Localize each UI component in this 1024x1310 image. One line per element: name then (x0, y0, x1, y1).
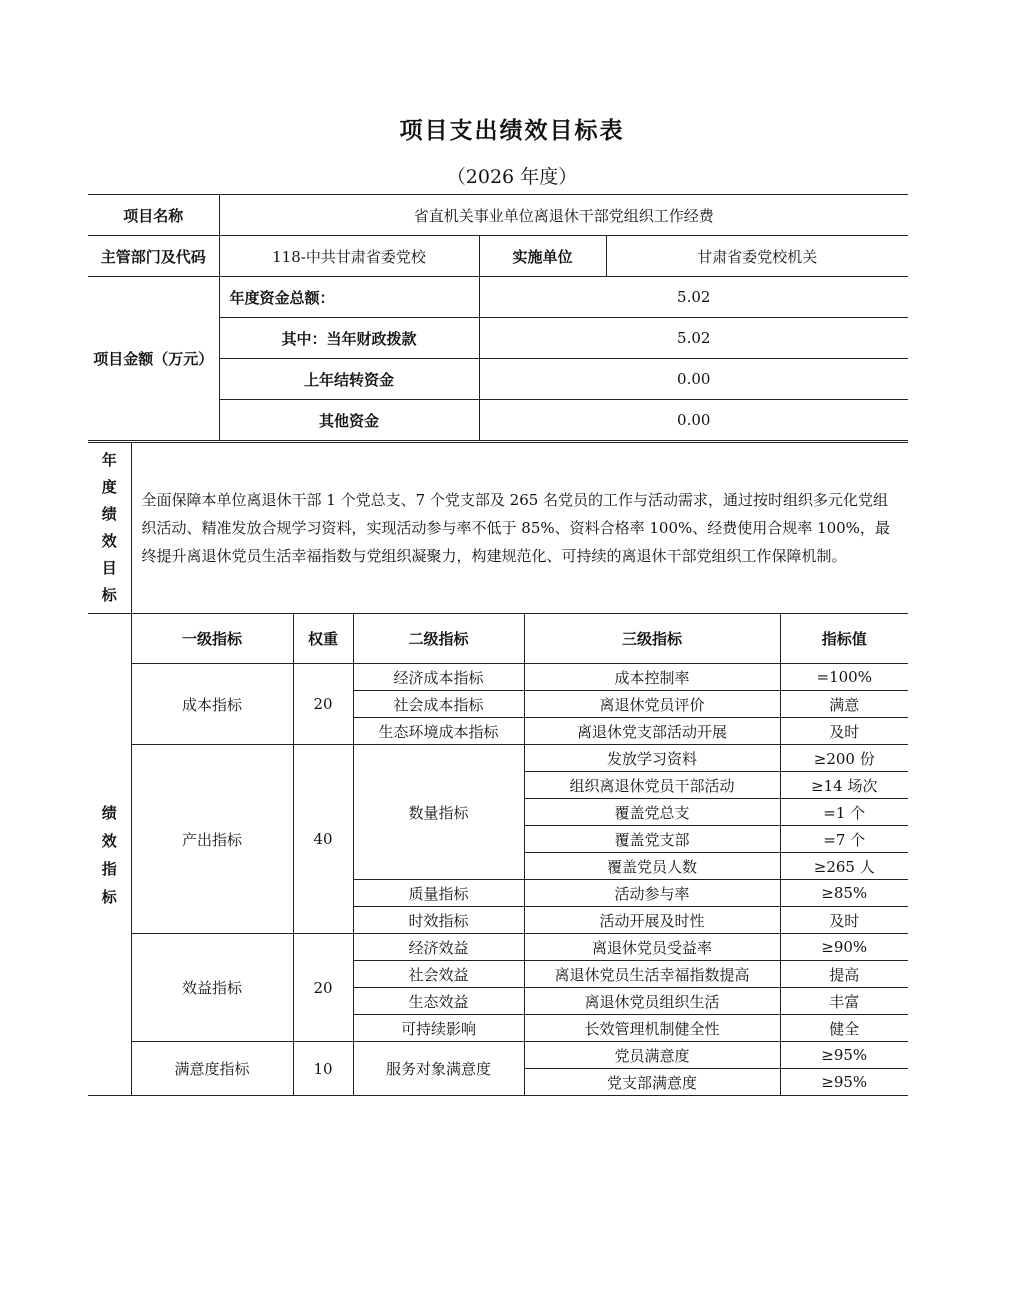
weight-cell: 20 (293, 934, 353, 1042)
value-cell: ≥95% (780, 1069, 908, 1096)
fund-row (88, 277, 908, 318)
level2-cell: 社会成本指标 (353, 691, 524, 718)
fund-value: 0.00 (479, 359, 908, 400)
annual-goal-table (88, 442, 908, 614)
indicator-label-char: 绩 (101, 803, 117, 822)
value-cell: 满意 (780, 691, 908, 718)
level2-cell: 时效指标 (353, 907, 524, 934)
level3-cell: 成本控制率 (524, 664, 780, 691)
weight-cell: 10 (293, 1042, 353, 1096)
level3-cell: 覆盖党总支 (524, 799, 780, 826)
indicator-header-row (88, 614, 908, 664)
project-name-row (88, 195, 908, 236)
value-cell: 健全 (780, 1015, 908, 1042)
level3-cell: 离退休党员组织生活 (524, 988, 780, 1015)
project-name-label: 项目名称 (88, 195, 219, 236)
level3-cell: 党支部满意度 (524, 1069, 780, 1096)
value-cell: 及时 (780, 718, 908, 745)
level3-cell: 发放学习资料 (524, 745, 780, 772)
value-cell: ≥200 份 (780, 745, 908, 772)
level2-cell: 经济效益 (353, 934, 524, 961)
weight-cell: 40 (293, 745, 353, 934)
level3-cell: 组织离退休党员干部活动 (524, 772, 780, 799)
header-level1: 一级指标 (131, 614, 293, 664)
level3-cell: 覆盖党员人数 (524, 853, 780, 880)
level2-cell: 数量指标 (353, 745, 524, 880)
goal-label-char: 绩 (101, 505, 117, 523)
level1-cell: 满意度指标 (131, 1042, 293, 1096)
level3-cell: 活动开展及时性 (524, 907, 780, 934)
performance-indicator-table (88, 613, 908, 1096)
level2-cell: 服务对象满意度 (353, 1042, 524, 1096)
value-cell: ≥265 人 (780, 853, 908, 880)
value-cell: 及时 (780, 907, 908, 934)
level1-cell: 产出指标 (131, 745, 293, 934)
goal-label-char: 效 (101, 532, 117, 550)
value-cell: =7 个 (780, 826, 908, 853)
level3-cell: 党员满意度 (524, 1042, 780, 1069)
level1-cell: 效益指标 (131, 934, 293, 1042)
department-value: 118-中共甘肃省委党校 (219, 236, 479, 277)
value-cell: ≥90% (780, 934, 908, 961)
indicator-label-char: 效 (101, 831, 117, 850)
annual-goal-label (88, 443, 131, 614)
implementing-unit-value: 甘肃省委党校机关 (606, 236, 908, 277)
level2-cell: 质量指标 (353, 880, 524, 907)
page-subtitle: （2026 年度） (446, 166, 578, 188)
value-cell: 提高 (780, 961, 908, 988)
header-value: 指标值 (780, 614, 908, 664)
indicator-row (88, 745, 908, 772)
goal-label-char: 年 (101, 451, 117, 469)
performance-indicator-label (88, 614, 131, 1096)
level3-cell: 长效管理机制健全性 (524, 1015, 780, 1042)
value-cell: =1 个 (780, 799, 908, 826)
fund-label: 年度资金总额： (219, 277, 479, 318)
level3-cell: 活动参与率 (524, 880, 780, 907)
department-row (88, 236, 908, 277)
level1-cell: 成本指标 (131, 664, 293, 745)
value-cell: 丰富 (780, 988, 908, 1015)
implementing-unit-label: 实施单位 (479, 236, 606, 277)
value-cell: ≥95% (780, 1042, 908, 1069)
header-level2: 二级指标 (353, 614, 524, 664)
level3-cell: 覆盖党支部 (524, 826, 780, 853)
level3-cell: 离退休党员生活幸福指数提高 (524, 961, 780, 988)
fund-value: 0.00 (479, 400, 908, 441)
goal-label-char: 度 (101, 478, 117, 496)
indicator-row (88, 934, 908, 961)
level3-cell: 离退休党员受益率 (524, 934, 780, 961)
level3-cell: 离退休党员评价 (524, 691, 780, 718)
project-info-table (88, 194, 908, 441)
fund-label: 其中：当年财政拨款 (219, 318, 479, 359)
project-name-value: 省直机关事业单位离退休干部党组织工作经费 (219, 195, 908, 236)
value-cell: ≥14 场次 (780, 772, 908, 799)
weight-cell: 20 (293, 664, 353, 745)
annual-goal-text: 全面保障本单位离退休干部 1 个党总支、7 个党支部及 265 名党员的工作与活动需求，通过按时组织多元化党组织活动、精准发放合规学习资料，实现活动参与率不低于 85%、资料合格率 100%、经费使用合规率 100%，最终提升离退休党员生活幸福指数与党组织凝聚力，构建规范化、可持续的离退休干部党组织工作保障机制。 (131, 443, 908, 614)
indicator-row (88, 664, 908, 691)
indicator-row (88, 1042, 908, 1069)
project-amount-label: 项目金额（万元） (88, 277, 219, 441)
level2-cell: 生态环境成本指标 (353, 718, 524, 745)
level2-cell: 经济成本指标 (353, 664, 524, 691)
department-label: 主管部门及代码 (88, 236, 219, 277)
indicator-label-char: 指 (101, 859, 117, 878)
page-title: 项目支出绩效目标表 (399, 117, 625, 144)
indicator-label-char: 标 (101, 887, 117, 906)
goal-label-char: 目 (101, 559, 117, 577)
level2-cell: 可持续影响 (353, 1015, 524, 1042)
goal-label-char: 标 (101, 586, 117, 604)
fund-label: 上年结转资金 (219, 359, 479, 400)
value-cell: =100% (780, 664, 908, 691)
level2-cell: 生态效益 (353, 988, 524, 1015)
fund-label: 其他资金 (219, 400, 479, 441)
header-level3: 三级指标 (524, 614, 780, 664)
level3-cell: 离退休党支部活动开展 (524, 718, 780, 745)
fund-value: 5.02 (479, 318, 908, 359)
fund-value: 5.02 (479, 277, 908, 318)
header-weight: 权重 (293, 614, 353, 664)
level2-cell: 社会效益 (353, 961, 524, 988)
value-cell: ≥85% (780, 880, 908, 907)
